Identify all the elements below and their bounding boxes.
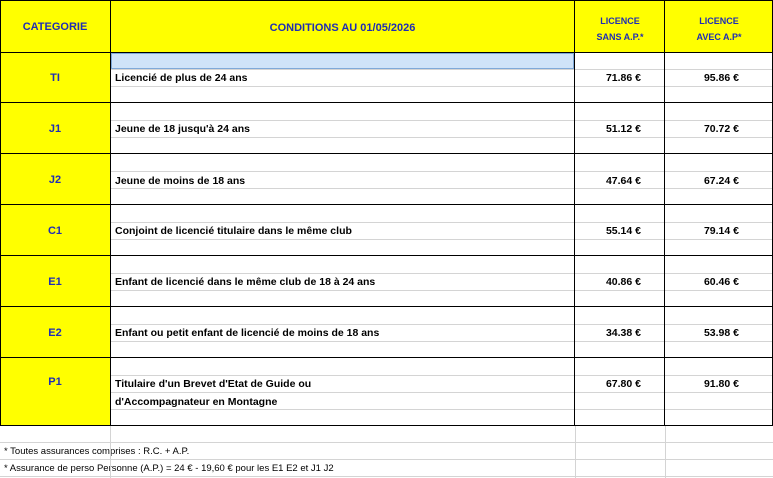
description-cell[interactable] [111,120,574,138]
description-cell[interactable] [111,222,574,240]
category-cell-p1[interactable] [0,358,110,426]
price-sans-ap-cell[interactable] [575,273,665,291]
selected-cell[interactable] [111,53,574,69]
header-conditions-label: CONDITIONS AU 01/05/2026 [269,22,416,34]
price-avec-ap: 60.46 € [703,276,739,288]
category-code: E1 [48,275,62,288]
category-code: J1 [48,122,62,135]
header-categorie[interactable] [0,0,110,53]
price-sans-ap: 34.38 € [605,327,641,339]
price-sans-ap: 71.86 € [605,72,641,84]
header-licence-avec-line2: AVEC A.P* [696,31,742,42]
category-cell-j2[interactable] [0,154,110,205]
header-licence-avec-ap[interactable] [665,0,773,53]
description-cell[interactable] [111,273,574,291]
description-cell[interactable] [111,375,574,393]
header-licence-sans-line2: SANS A.P.* [596,31,644,42]
price-avec-ap: 91.80 € [703,378,739,390]
price-avec-ap: 67.24 € [703,175,739,187]
price-sans-ap-cell[interactable] [575,69,665,87]
header-conditions[interactable] [110,0,575,53]
header-licence-avec-line1: LICENCE [699,15,739,26]
footnote-personal-insurance: * Assurance de perso Personne (A.P.) = 24 € - 19,60 € pour les E1 E2 et J1 J2 [4,463,334,474]
description-cell[interactable] [111,172,574,190]
description-text-line2: d'Accompagnateur en Montagne [115,396,278,408]
category-code: P1 [48,376,62,388]
description-text: Enfant ou petit enfant de licencié de moins de 18 ans [115,327,380,339]
description-cell[interactable] [111,324,574,342]
price-avec-ap-cell[interactable] [665,120,773,138]
price-sans-ap-cell[interactable] [575,324,665,342]
category-code: J2 [48,173,62,186]
header-licence-sans-line1: LICENCE [600,15,640,26]
price-sans-ap: 40.86 € [605,276,641,288]
category-code: C1 [47,224,63,237]
price-avec-ap: 95.86 € [703,72,739,84]
description-text: Jeune de 18 jusqu'à 24 ans [115,123,250,135]
description-cell[interactable] [111,393,574,411]
price-sans-ap-cell[interactable] [575,375,665,393]
category-cell-e1[interactable] [0,256,110,307]
price-sans-ap-cell[interactable] [575,172,665,190]
category-cell-c1[interactable] [0,205,110,256]
description-cell[interactable] [111,69,574,87]
price-sans-ap: 47.64 € [605,175,641,187]
price-sans-ap: 51.12 € [605,123,641,135]
description-text: Licencié de plus de 24 ans [115,72,248,84]
header-categorie-label: CATEGORIE [22,20,88,33]
category-code: E2 [48,326,62,339]
price-sans-ap-cell[interactable] [575,120,665,138]
price-avec-ap: 70.72 € [703,123,739,135]
price-avec-ap: 53.98 € [703,327,739,339]
category-cell-j1[interactable] [0,103,110,154]
footnote-insurance-included: * Toutes assurances comprises : R.C. + A.P. [4,446,190,457]
category-cell-ti[interactable] [0,53,110,103]
price-avec-ap-cell[interactable] [665,69,773,87]
price-sans-ap: 67.80 € [605,378,641,390]
price-avec-ap-cell[interactable] [665,172,773,190]
header-licence-sans-ap[interactable] [575,0,665,53]
price-sans-ap-cell[interactable] [575,222,665,240]
category-cell-e2[interactable] [0,307,110,358]
description-text-line1: Titulaire d'un Brevet d'Etat de Guide ou [115,378,312,390]
price-avec-ap: 79.14 € [703,225,739,237]
description-text: Jeune de moins de 18 ans [115,175,246,187]
price-avec-ap-cell[interactable] [665,324,773,342]
price-sans-ap: 55.14 € [605,225,641,237]
price-avec-ap-cell[interactable] [665,273,773,291]
description-text: Enfant de licencié dans le même club de 18 à 24 ans [115,276,376,288]
price-avec-ap-cell[interactable] [665,222,773,240]
description-text: Conjoint de licencié titulaire dans le même club [115,225,352,237]
category-code: TI [50,72,60,84]
price-avec-ap-cell[interactable] [665,375,773,393]
